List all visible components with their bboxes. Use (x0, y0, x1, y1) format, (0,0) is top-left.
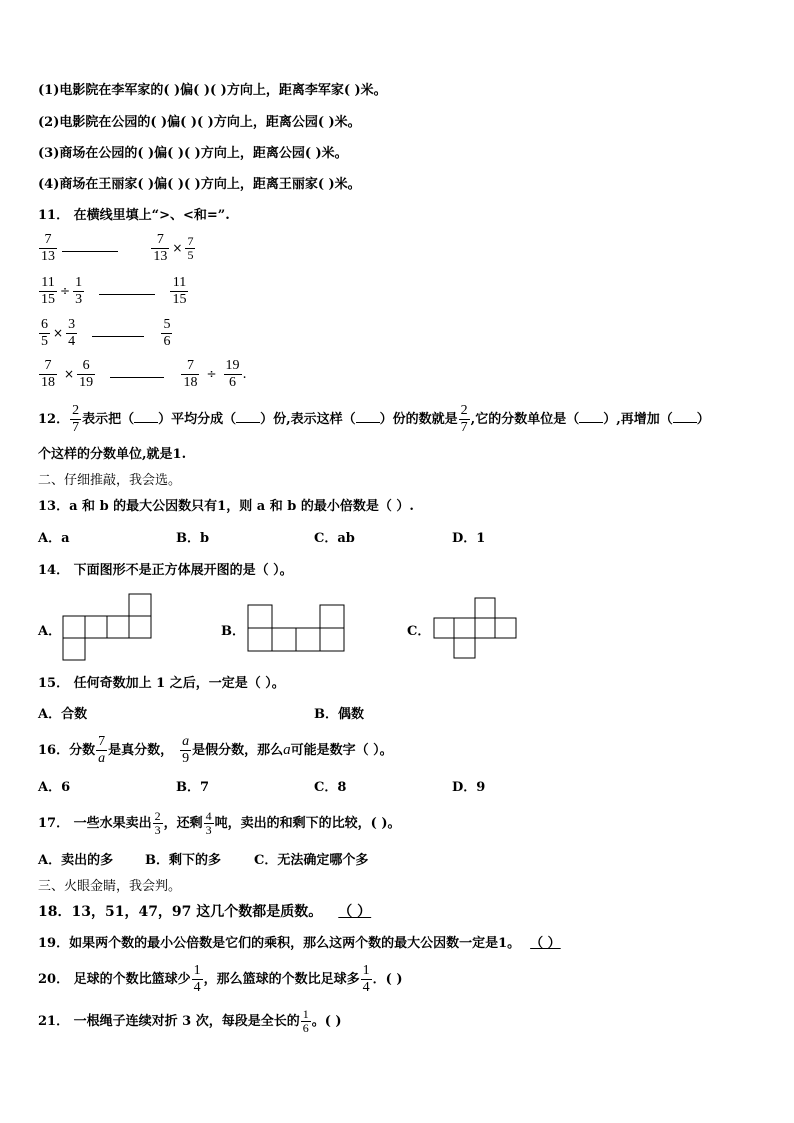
fraction: $\frac{7}{5}$ (187, 234, 194, 262)
q17-stem: 17． 一些水果卖出 $\frac{2}{3}$ ，还剩 $\frac{4}{3}$ 吨，卖出的和剩下的比较，( )。 (38, 809, 401, 837)
operator: ÷ (60, 284, 71, 298)
q10-part-2: (2)电影院在公园的( )偏( )( )方向上，距离公园( )米。 (38, 115, 361, 130)
answer-blank[interactable]: （ ） (338, 904, 372, 920)
fraction: $\frac{2}{7}$ (460, 403, 468, 435)
q10-part-1: (1)电影院在李军家的( )偏( )( )方向上，距离李军家( )米。 (38, 83, 387, 98)
answer-blank[interactable]: 。( ) (311, 1014, 342, 1029)
fraction: $\frac{11}{15}$ (172, 275, 187, 307)
answer-blank[interactable] (134, 422, 158, 423)
answer-blank[interactable] (356, 422, 380, 423)
answer-blank[interactable]: ．( ) (372, 972, 403, 987)
q15-option-b[interactable]: B．偶数 (314, 707, 364, 722)
q16-option-a[interactable]: A．6 (38, 780, 71, 795)
fraction: $\frac{19}{6}$ (225, 358, 240, 390)
answer-blank[interactable] (579, 422, 603, 423)
answer-blank[interactable] (236, 422, 260, 423)
q14-option-a[interactable]: A． (38, 624, 62, 639)
q17-option-c[interactable]: C．无法确定哪个多 (254, 853, 369, 868)
q11-stem: 11． 在横线里填上“>、<和=”. (38, 208, 230, 223)
q11-row-3 (38, 317, 173, 350)
fraction: $\frac{2}{3}$ (154, 809, 161, 837)
q15-option-a[interactable]: A．合数 (38, 707, 88, 722)
q19: 19．如果两个数的最小公倍数是它们的乘积，那么这两个数的最大公因数一定是1。 （ ） (38, 936, 561, 951)
q16-option-c[interactable]: C．8 (314, 780, 347, 795)
fraction: $\frac{1}{3}$ (75, 275, 83, 307)
fraction: $\frac{6}{5}$ (41, 317, 48, 349)
q10-part-4: (4)商场在王丽家( )偏( )( )方向上，距离王丽家( )米。 (38, 177, 361, 192)
fraction: $\frac{6}{19}$ (79, 358, 94, 390)
q13-option-c[interactable]: C．ab (314, 531, 355, 546)
operator: × (53, 326, 64, 340)
period: . (242, 367, 247, 382)
variable-a: a (283, 742, 291, 758)
answer-blank[interactable] (62, 251, 118, 252)
operator: ÷ (206, 367, 217, 381)
q10-part-3: (3)商场在公园的( )偏( )( )方向上，距离公园( )米。 (38, 146, 348, 161)
section-2-heading: 二、仔细推敲，我会选。 (38, 473, 182, 488)
fraction: $\frac{7}{13}$ (153, 232, 168, 264)
cube-net-a (62, 593, 156, 661)
fraction: $\frac{1}{4}$ (362, 963, 370, 995)
fraction: $\frac{11}{15}$ (41, 275, 55, 307)
q11-row-2 (38, 275, 189, 308)
answer-blank[interactable]: （ ） (530, 936, 561, 951)
fraction: $\frac{5}{6}$ (163, 317, 171, 349)
q13-option-b[interactable]: B．b (176, 531, 210, 546)
q13-option-d[interactable]: D．1 (452, 531, 486, 546)
q14-option-b[interactable]: B． (221, 624, 245, 639)
q14-option-c[interactable]: C． (407, 624, 431, 639)
cube-net-b (247, 604, 347, 652)
q12-line-2: 个这样的分数单位,就是1. (38, 447, 187, 462)
fraction: $\frac{1}{6}$ (302, 1007, 309, 1035)
q11-row-4 (38, 358, 247, 391)
operator: × (172, 241, 183, 255)
fraction: $\frac{4}{3}$ (205, 809, 212, 837)
q16-option-b[interactable]: B．7 (176, 780, 210, 795)
fraction: $\frac{7}{a}$ (98, 734, 106, 766)
q13-option-a[interactable]: A．a (38, 531, 70, 546)
answer-blank[interactable] (673, 422, 697, 423)
q20: 20． 足球的个数比篮球少 $\frac{1}{4}$ ，那么篮球的个数比足球多 $\frac{1}{4}$ ．( ) (38, 963, 403, 995)
fraction: $\frac{2}{7}$ (72, 403, 80, 435)
fraction: $\frac{7}{13}$ (41, 232, 55, 264)
answer-blank[interactable] (99, 294, 155, 295)
q11-row-1 (38, 232, 196, 265)
answer-blank[interactable] (92, 336, 144, 337)
q15-stem: 15． 任何奇数加上 1 之后，一定是（ ）。 (38, 676, 285, 691)
q16-option-d[interactable]: D．9 (452, 780, 486, 795)
fraction: $\frac{3}{4}$ (68, 317, 76, 349)
q17-option-a[interactable]: A．卖出的多 (38, 853, 114, 868)
q21: 21． 一根绳子连续对折 3 次，每段是全长的 $\frac{1}{6}$ 。( ) (38, 1007, 342, 1035)
q18: 18．13，51，47，97 这几个数都是质数。 （ ） (38, 904, 372, 920)
q12-line-1: 12． $\frac{2}{7}$ 表示把（ ）平均分成（ ）份,表示这样（ ）份的数就是 $\frac{2}{7}$ ,它的分数单位是（ ）,再增加（ ） (38, 403, 710, 435)
section-3-heading: 三、火眼金睛，我会判。 (38, 879, 182, 894)
fraction: $\frac{a}{9}$ (182, 734, 190, 766)
cube-net-c (433, 597, 519, 659)
fraction: $\frac{7}{18}$ (41, 358, 55, 390)
q13-stem: 13．a 和 b 的最大公因数只有1，则 a 和 b 的最小倍数是（ ）. (38, 499, 414, 514)
fraction: $\frac{1}{4}$ (193, 963, 201, 995)
q16-stem: 16．分数 $\frac{7}{a}$ 是真分数， $\frac{a}{9}$ 是假分数，那么a可能是数字（ ）。 (38, 734, 393, 766)
operator: × (64, 367, 75, 381)
q17-option-b[interactable]: B．剩下的多 (145, 853, 221, 868)
answer-blank[interactable] (110, 377, 164, 378)
q14-stem: 14． 下面图形不是正方体展开图的是（ ）。 (38, 563, 293, 578)
fraction: $\frac{7}{18}$ (183, 358, 198, 390)
